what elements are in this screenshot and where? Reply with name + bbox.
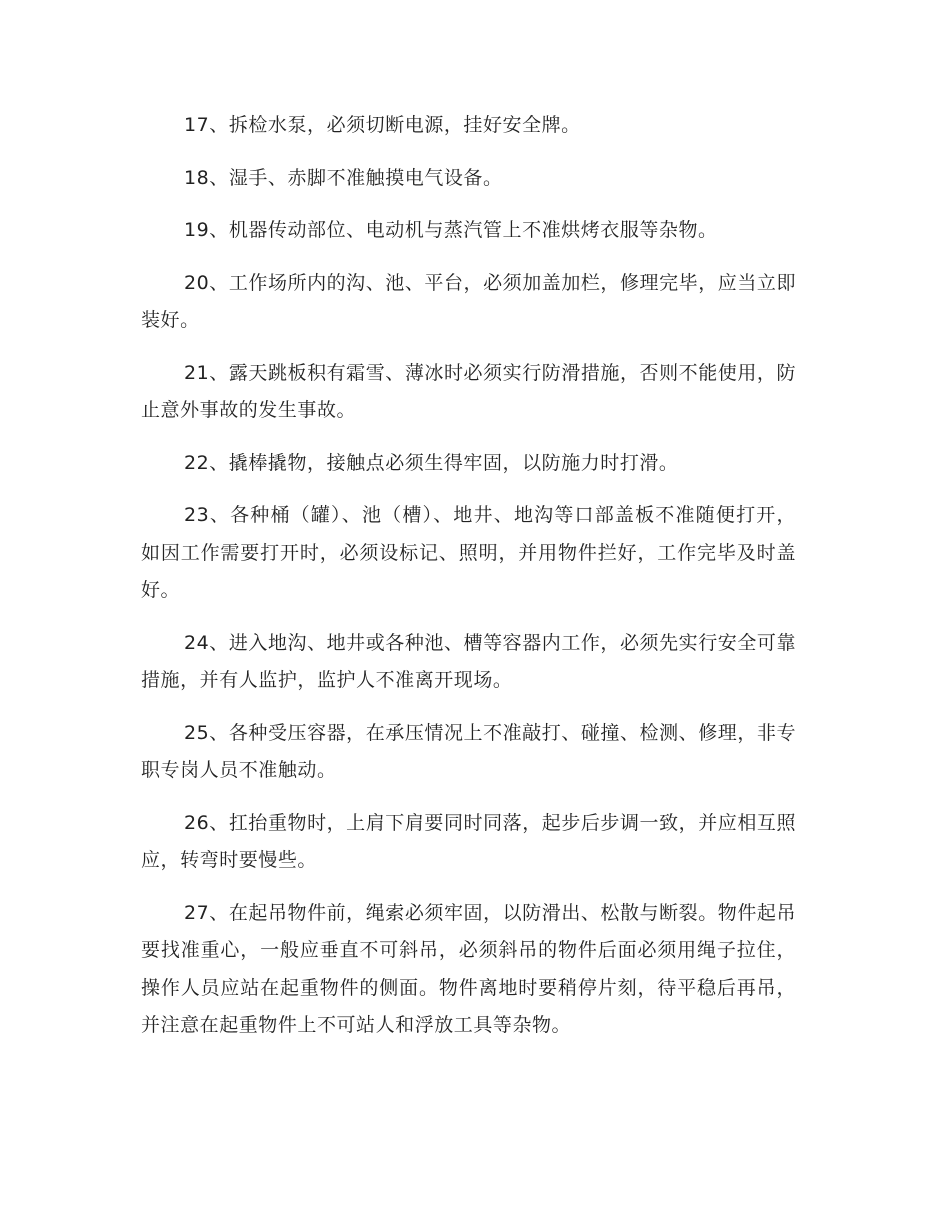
paragraph-24: 24、进入地沟、地井或各种池、槽等容器内工作，必须先实行安全可靠措施，并有人监护，监护人不准离开现场。	[141, 631, 796, 691]
paragraph-26: 26、扛抬重物时，上肩下肩要同时同落，起步后步调一致，并应相互照应，转弯时要慢些。	[141, 811, 796, 871]
paragraph-25: 25、各种受压容器，在承压情况上不准敲打、碰撞、检测、修理，非专职专岗人员不准触动。	[141, 721, 796, 781]
paragraph-21: 21、露天跳板积有霜雪、薄冰时必须实行防滑措施，否则不能使用，防止意外事故的发生事故。	[141, 361, 796, 421]
paragraph-27: 27、在起吊物件前，绳索必须牢固，以防滑出、松散与断裂。物件起吊要找准重心，一般应垂直不可斜吊，必须斜吊的物件后面必须用绳子拉住，操作人员应站在起重物件的侧面。物件离地时要稍停片刻，待平稳后再吊，并注意在起重物件上不可站人和浮放工具等杂物。	[141, 901, 796, 1036]
paragraph-17: 17、拆检水泵，必须切断电源，挂好安全牌。	[184, 114, 581, 136]
paragraph-20: 20、工作场所内的沟、池、平台，必须加盖加栏，修理完毕，应当立即装好。	[141, 271, 796, 331]
paragraph-18: 18、湿手、赤脚不准触摸电气设备。	[184, 166, 503, 189]
paragraph-23: 23、各种桶（罐）、池（槽）、地井、地沟等口部盖板不准随便打开，如因工作需要打开时，必须设标记、照明，并用物件拦好，工作完毕及时盖好。	[141, 504, 796, 601]
paragraph-19: 19、机器传动部位、电动机与蒸汽管上不准烘烤衣服等杂物。	[184, 219, 718, 241]
document-body	[141, 107, 796, 1060]
paragraph-22: 22、撬棒撬物，接触点必须生得牢固，以防施力时打滑。	[184, 451, 679, 474]
